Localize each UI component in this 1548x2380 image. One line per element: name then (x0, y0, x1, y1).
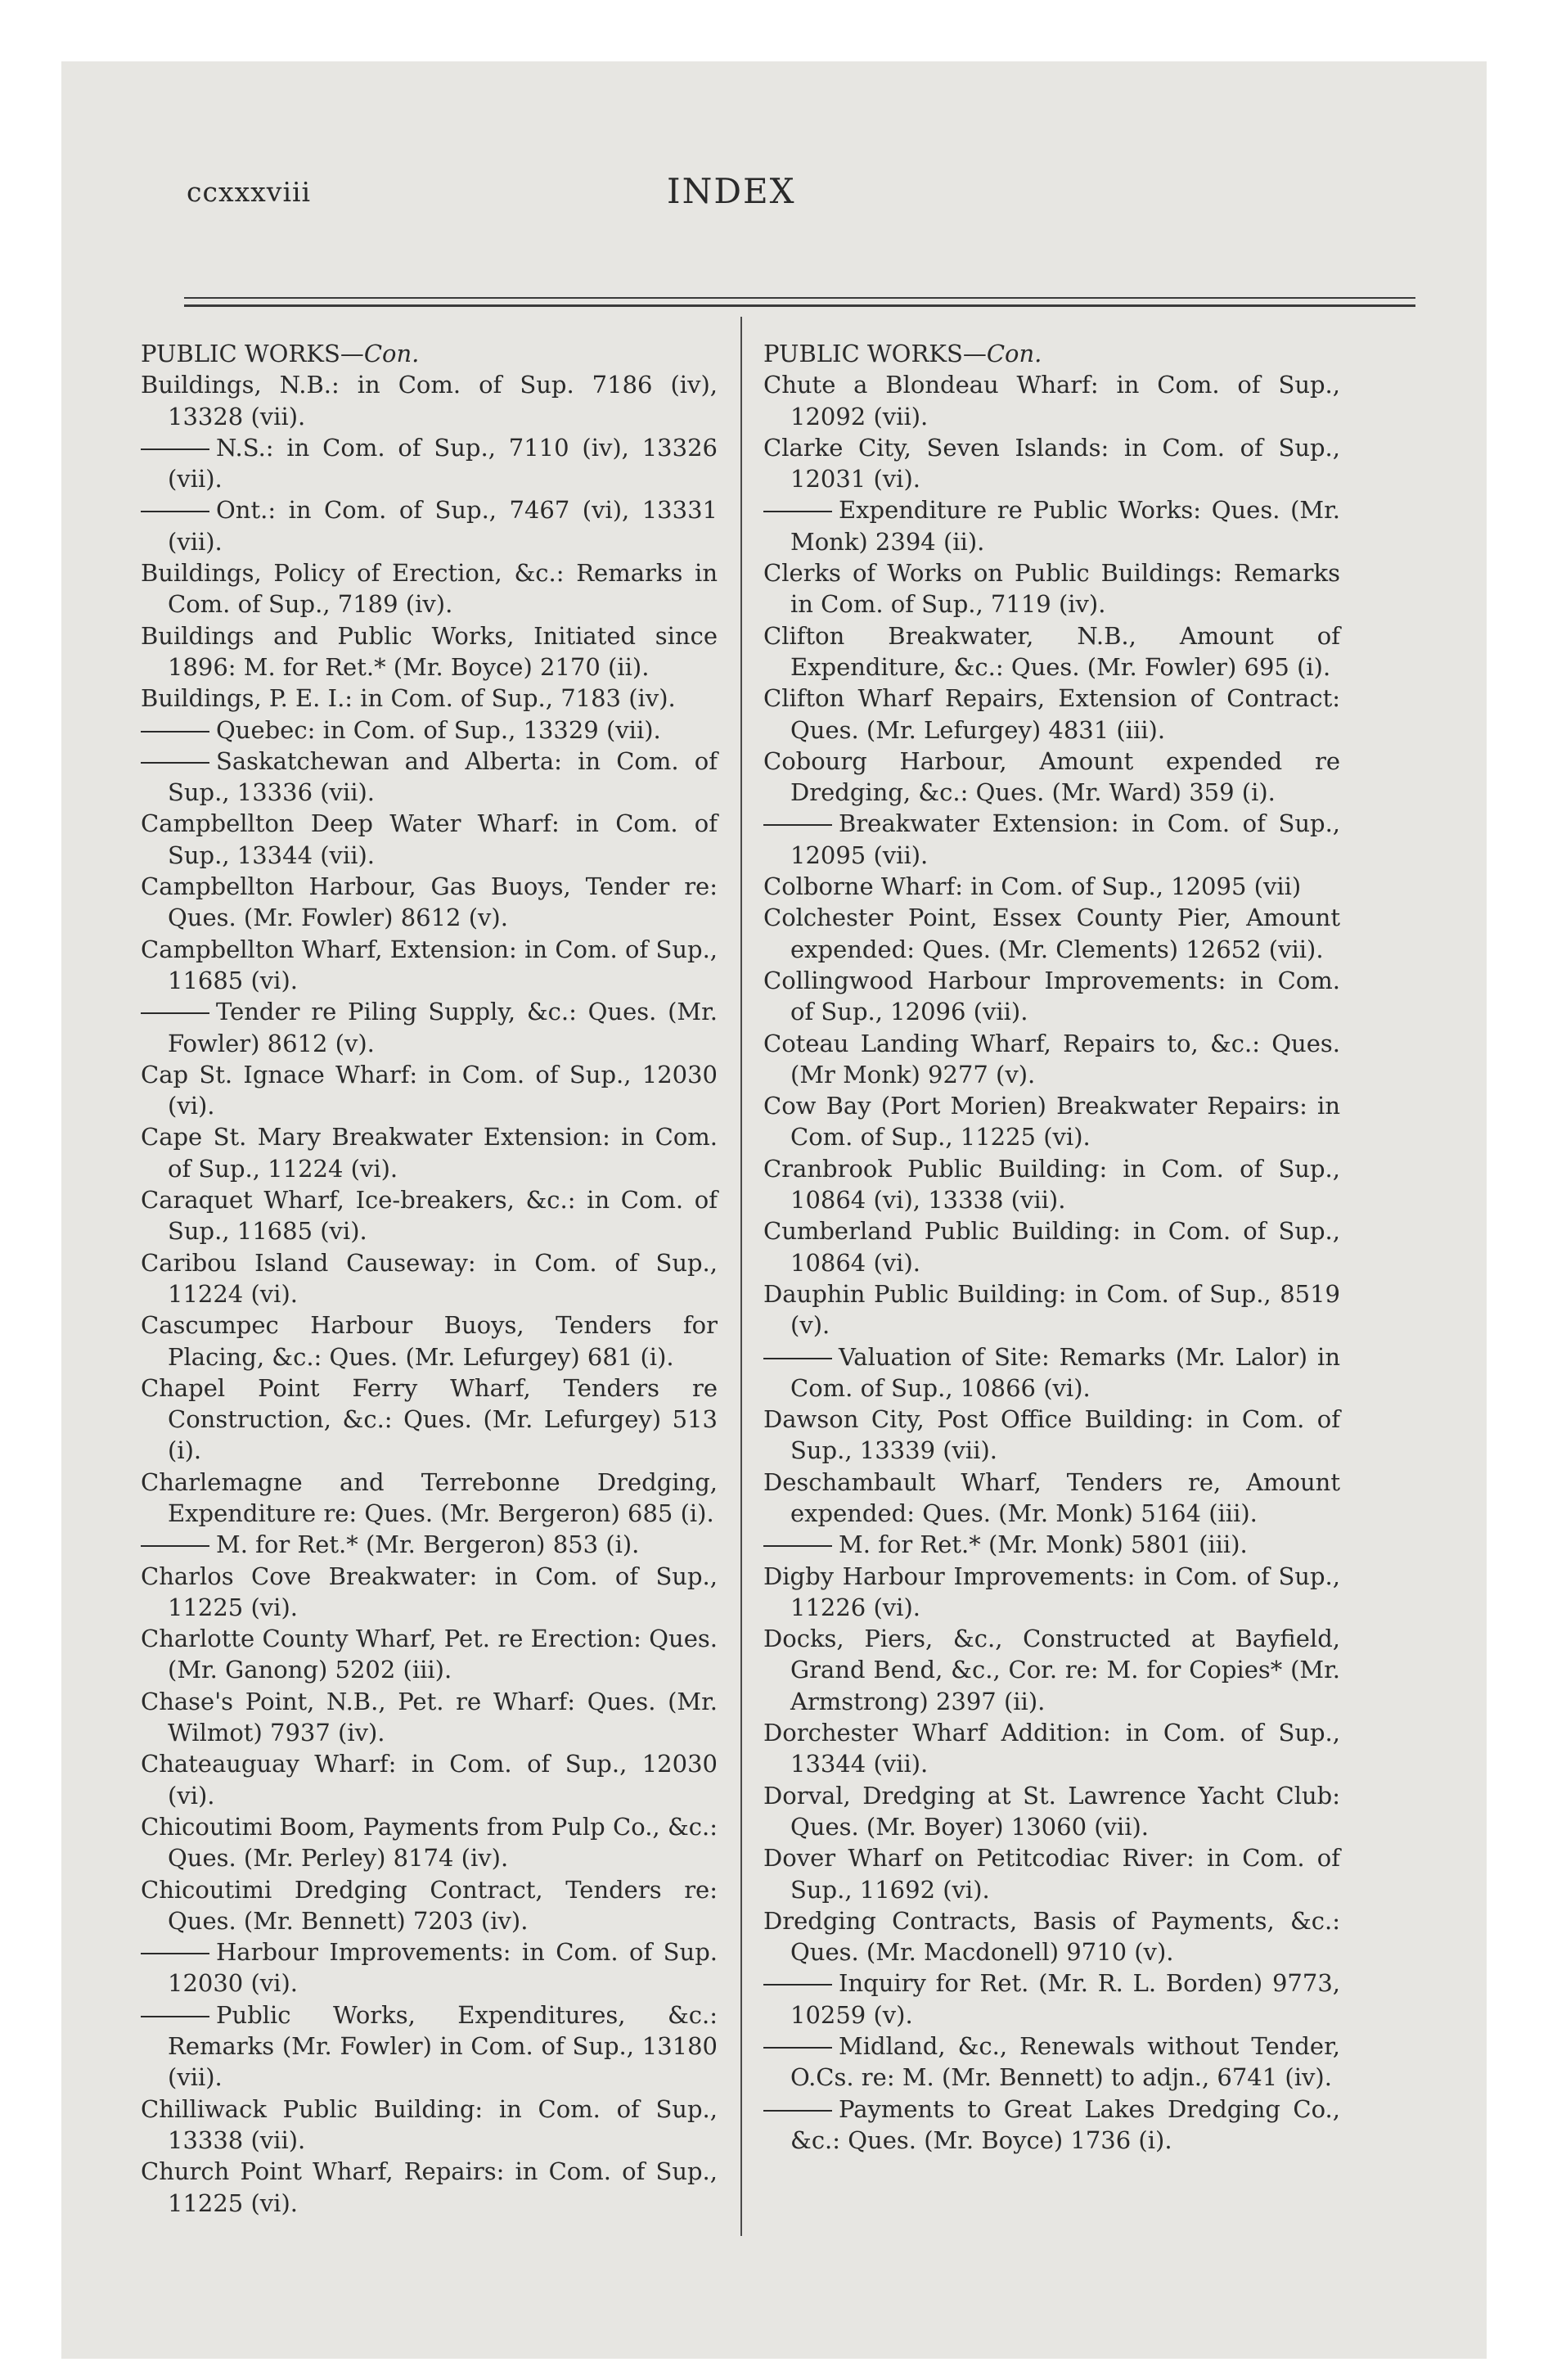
index-entry (141, 1373, 718, 1467)
index-entry (763, 620, 1340, 683)
entry-text: Dauphin Public Building: in Com. of Sup., 8519 (v). (763, 1279, 1340, 1340)
index-entry (141, 1623, 718, 1686)
ditto-dash (141, 449, 209, 450)
index-entry (763, 1028, 1340, 1091)
index-entry (141, 1121, 718, 1184)
entry-text: Harbour Improvements: in Com. of Sup. 12030 (vi). (168, 1938, 718, 1998)
entry-text: Cow Bay (Port Morien) Breakwater Repairs: in Com. of Sup., 11225 (vi). (763, 1092, 1340, 1152)
entry-text: Deschambault Wharf, Tenders re, Amount expended: Ques. (Mr. Monk) 5164 (iii). (763, 1467, 1340, 1527)
entry-text: Chapel Point Ferry Wharf, Tenders re Construction, &c.: Ques. (Mr. Lefurgey) 513 (i). (141, 1373, 718, 1465)
entry-text: Chute a Blondeau Wharf: in Com. of Sup., 12092 (vii). (763, 371, 1340, 430)
ditto-dash (141, 762, 209, 764)
index-entry (763, 1153, 1340, 1216)
right-entries (763, 369, 1340, 2156)
index-entry (141, 714, 718, 746)
entry-text: Expenditure re Public Works: Ques. (Mr. Monk) 2394 (ii). (790, 496, 1340, 556)
entry-text: Buildings, P. E. I.: in Com. of Sup., 7183 (iv). (141, 684, 676, 713)
entry-text: Buildings and Public Works, Initiated since 1896: M. for Ret.* (Mr. Boyce) 2170 (ii). (141, 621, 718, 681)
column-divider (740, 317, 742, 2236)
index-entry (763, 1278, 1340, 1341)
ditto-dash (763, 2110, 832, 2112)
entry-text: Buildings, Policy of Erection, &c.: Remarks in Com. of Sup., 7189 (iv). (141, 559, 718, 619)
index-entry (141, 557, 718, 620)
entry-text: Clerks of Works on Public Buildings: Remarks in Com. of Sup., 7119 (iv). (763, 559, 1340, 619)
entry-text: Campbellton Harbour, Gas Buoys, Tender re: Ques. (Mr. Fowler) 8612 (v). (141, 872, 718, 932)
index-entry (141, 1247, 718, 1310)
entry-text: Colchester Point, Essex County Pier, Amount expended: Ques. (Mr. Clements) 12652 (vii). (763, 904, 1340, 963)
entry-text: Caraquet Wharf, Ice-breakers, &c.: in Com. of Sup., 11685 (vi). (141, 1186, 718, 1246)
index-entry (763, 1561, 1340, 1624)
entry-text: Chateauguay Wharf: in Com. of Sup., 12030 (vi). (141, 1750, 718, 1810)
index-entry (141, 1999, 718, 2094)
index-entry (763, 494, 1340, 557)
entry-text: Collingwood Harbour Improvements: in Com. of Sup., 12096 (vii). (763, 966, 1340, 1026)
left-column (141, 338, 718, 2219)
index-entry (763, 683, 1340, 746)
entry-text: Chase's Point, N.B., Pet. re Wharf: Ques. (Mr. Wilmot) 7937 (iv). (141, 1687, 718, 1747)
index-entry (763, 1905, 1340, 1968)
right-column-heading (763, 338, 1340, 369)
left-entries (141, 369, 718, 2219)
index-entry (141, 620, 718, 683)
index-entry (141, 1686, 718, 1749)
entry-text: Campbellton Wharf, Extension: in Com. of Sup., 11685 (vi). (141, 935, 718, 994)
index-entry (141, 1309, 718, 1373)
ditto-dash (763, 2047, 832, 2049)
index-entry (763, 2094, 1340, 2157)
ditto-dash (141, 1545, 209, 1547)
index-entry (763, 902, 1340, 965)
index-entry (763, 746, 1340, 809)
index-entry (141, 934, 718, 997)
entry-text: Buildings, N.B.: in Com. of Sup. 7186 (iv), 13328 (vii). (141, 371, 718, 430)
page-number: ccxxxviii (187, 176, 312, 208)
index-entry (141, 1561, 718, 1624)
index-entry (763, 965, 1340, 1028)
entry-text: Inquiry for Ret. (Mr. R. L. Borden) 9773, 10259 (v). (790, 1969, 1340, 2029)
entry-text: Chicoutimi Boom, Payments from Pulp Co., &c.: Ques. (Mr. Perley) 8174 (iv). (141, 1812, 718, 1873)
index-entry (141, 1059, 718, 1122)
entry-text: Dorval, Dredging at St. Lawrence Yacht Club: Ques. (Mr. Boyer) 13060 (vii). (763, 1781, 1340, 1841)
index-entry (141, 1874, 718, 1937)
heading-main: PUBLIC WORKS— (763, 340, 987, 367)
ditto-dash (141, 1953, 209, 1954)
entry-text: Cascumpec Harbour Buoys, Tenders for Placing, &c.: Ques. (Mr. Lefurgey) 681 (i). (141, 1311, 718, 1371)
index-entry (141, 871, 718, 934)
entry-text: Payments to Great Lakes Dredging Co., &c.: Ques. (Mr. Boyce) 1736 (i). (790, 2094, 1340, 2154)
ditto-dash (141, 511, 209, 512)
entry-text: Clifton Wharf Repairs, Extension of Contract: Ques. (Mr. Lefurgey) 4831 (iii). (763, 684, 1340, 744)
entry-text: Ont.: in Com. of Sup., 7467 (vi), 13331 (vii). (168, 496, 718, 556)
index-entry (141, 1936, 718, 1999)
index-entry (141, 1184, 718, 1247)
entry-text: Cape St. Mary Breakwater Extension: in Com. of Sup., 11224 (vi). (141, 1123, 718, 1183)
entry-text: Dredging Contracts, Basis of Payments, &c.: Ques. (Mr. Macdonell) 9710 (v). (763, 1906, 1340, 1967)
index-entry (141, 2094, 718, 2157)
entry-text: Saskatchewan and Alberta: in Com. of Sup., 13336 (vii). (168, 746, 718, 807)
index-entry (141, 1748, 718, 1811)
ditto-dash (763, 824, 832, 826)
index-page (61, 61, 1487, 2359)
index-entry (763, 871, 1340, 902)
entry-text: Charlos Cove Breakwater: in Com. of Sup., 11225 (vi). (141, 1562, 718, 1621)
index-entry (141, 369, 718, 432)
entry-text: Cumberland Public Building: in Com. of Sup., 10864 (vi). (763, 1217, 1340, 1277)
ditto-dash (141, 2016, 209, 2017)
entry-text: Coteau Landing Wharf, Repairs to, &c.: Ques. (Mr Monk) 9277 (v). (763, 1029, 1340, 1089)
entry-text: Midland, &c., Renewals without Tender, O.Cs. re: M. (Mr. Bennett) to adjn., 6741 (iv). (790, 2032, 1340, 2092)
heading-con: Con. (363, 340, 420, 367)
index-entry (141, 432, 718, 495)
index-entry (141, 2156, 718, 2219)
index-entry (763, 1717, 1340, 1780)
index-entry (763, 432, 1340, 495)
index-entry (763, 1404, 1340, 1467)
ditto-dash (141, 731, 209, 732)
heading-main: PUBLIC WORKS— (141, 340, 364, 367)
page-header (61, 171, 1487, 225)
index-entry (141, 494, 718, 557)
entry-text: Church Point Wharf, Repairs: in Com. of Sup., 11225 (vi). (141, 2157, 718, 2217)
entry-text: Public Works, Expenditures, &c.: Remarks (Mr. Fowler) in Com. of Sup., 13180 (vii). (168, 2000, 718, 2092)
index-entry (141, 746, 718, 809)
index-entry (763, 1467, 1340, 1530)
entry-text: N.S.: in Com. of Sup., 7110 (iv), 13326 (vii). (168, 433, 718, 494)
index-entry (141, 1467, 718, 1530)
entry-text: Caribou Island Causeway: in Com. of Sup., 11224 (vi). (141, 1248, 718, 1308)
index-entry (763, 557, 1340, 620)
index-entry (763, 1968, 1340, 2031)
index-entry (763, 2031, 1340, 2094)
entry-text: Docks, Piers, &c., Constructed at Bayfield, Grand Bend, &c., Cor. re: M. for Copies* (Mr. Armstrong) 2397 (ii). (763, 1625, 1340, 1715)
entry-text: Clarke City, Seven Islands: in Com. of Sup., 12031 (vi). (763, 433, 1340, 494)
index-entry (763, 1842, 1340, 1905)
entry-text: Dawson City, Post Office Building: in Com. of Sup., 13339 (vii). (763, 1405, 1340, 1465)
ditto-dash (141, 1012, 209, 1014)
entry-text: Tender re Piling Supply, &c.: Ques. (Mr. Fowler) 8612 (v). (168, 998, 718, 1057)
heading-con: Con. (986, 340, 1042, 367)
page-title: INDEX (667, 171, 796, 211)
index-entry (763, 1215, 1340, 1278)
entry-text: Dorchester Wharf Addition: in Com. of Sup., 13344 (vii). (763, 1719, 1340, 1778)
index-entry (763, 808, 1340, 871)
index-entry (763, 1341, 1340, 1404)
entry-text: Chilliwack Public Building: in Com. of Sup., 13338 (vii). (141, 2094, 718, 2154)
index-entry (141, 996, 718, 1059)
index-entry (763, 369, 1340, 432)
entry-text: M. for Ret.* (Mr. Monk) 5801 (iii). (839, 1530, 1248, 1559)
left-column-heading (141, 338, 718, 369)
entry-text: Valuation of Site: Remarks (Mr. Lalor) in Com. of Sup., 10866 (vi). (790, 1342, 1340, 1402)
ditto-dash (763, 1984, 832, 1986)
entry-text: Breakwater Extension: in Com. of Sup., 12095 (vii). (790, 809, 1340, 869)
entry-text: Charlotte County Wharf, Pet. re Erection: Ques. (Mr. Ganong) 5202 (iii). (141, 1625, 718, 1684)
index-entry (141, 683, 718, 714)
entry-text: Colborne Wharf: in Com. of Sup., 12095 (vii) (763, 872, 1302, 901)
entry-text: Cap St. Ignace Wharf: in Com. of Sup., 12030 (vi). (141, 1060, 718, 1120)
entry-text: Clifton Breakwater, N.B., Amount of Expenditure, &c.: Ques. (Mr. Fowler) 695 (i). (763, 621, 1340, 681)
header-rule-thick (184, 304, 1415, 307)
index-entry (141, 1811, 718, 1874)
entry-text: M. for Ret.* (Mr. Bergeron) 853 (i). (216, 1530, 640, 1559)
index-entry (141, 808, 718, 871)
header-rule-thin (184, 297, 1415, 299)
index-entry (141, 1529, 718, 1560)
right-column (763, 338, 1340, 2156)
index-entry (763, 1780, 1340, 1843)
index-entry (763, 1090, 1340, 1153)
ditto-dash (763, 511, 832, 512)
index-entry (763, 1623, 1340, 1717)
entry-text: Charlemagne and Terrebonne Dredging, Expenditure re: Ques. (Mr. Bergeron) 685 (i). (141, 1467, 718, 1527)
entry-text: Chicoutimi Dredging Contract, Tenders re: Ques. (Mr. Bennett) 7203 (iv). (141, 1875, 718, 1935)
index-entry (763, 1529, 1340, 1560)
ditto-dash (763, 1358, 832, 1359)
ditto-dash (763, 1545, 832, 1547)
entry-text: Dover Wharf on Petitcodiac River: in Com. of Sup., 11692 (vi). (763, 1844, 1340, 1904)
entry-text: Cobourg Harbour, Amount expended re Dredging, &c.: Ques. (Mr. Ward) 359 (i). (763, 746, 1340, 807)
entry-text: Quebec: in Com. of Sup., 13329 (vii). (216, 715, 661, 744)
entry-text: Digby Harbour Improvements: in Com. of Sup., 11226 (vi). (763, 1562, 1340, 1621)
entry-text: Campbellton Deep Water Wharf: in Com. of Sup., 13344 (vii). (141, 809, 718, 869)
entry-text: Cranbrook Public Building: in Com. of Sup., 10864 (vi), 13338 (vii). (763, 1154, 1340, 1215)
